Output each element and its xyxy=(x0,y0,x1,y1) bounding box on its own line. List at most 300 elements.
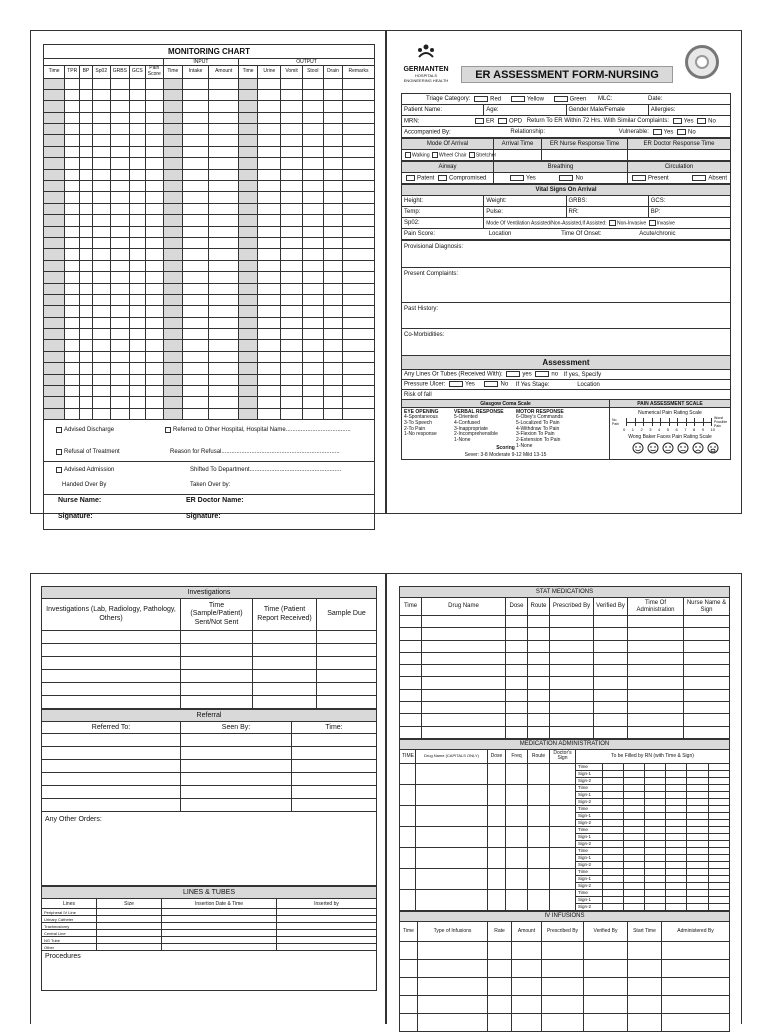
monitoring-row-cell[interactable] xyxy=(44,169,65,180)
stat-medication-row-cell[interactable] xyxy=(400,677,422,689)
monitoring-row-cell[interactable] xyxy=(342,101,374,112)
stretcher-checkbox[interactable] xyxy=(469,152,475,158)
iv-infusion-row-cell[interactable] xyxy=(400,1013,418,1031)
monitoring-row-cell[interactable] xyxy=(110,306,129,317)
rn-sign-cell[interactable] xyxy=(709,763,730,770)
monitoring-row-cell[interactable] xyxy=(129,124,145,135)
stat-medication-row-cell[interactable] xyxy=(400,689,422,701)
monitoring-row-cell[interactable] xyxy=(239,386,258,397)
monitoring-row-cell[interactable] xyxy=(209,203,239,214)
monitoring-row-cell[interactable] xyxy=(163,408,182,419)
monitoring-row-cell[interactable] xyxy=(163,89,182,100)
monitoring-row-cell[interactable] xyxy=(281,363,302,374)
monitoring-row-cell[interactable] xyxy=(182,351,209,362)
monitoring-row-cell[interactable] xyxy=(209,181,239,192)
rn-sign-cell[interactable] xyxy=(645,875,666,882)
monitoring-row-cell[interactable] xyxy=(209,283,239,294)
monitoring-row-cell[interactable] xyxy=(92,294,110,305)
monitoring-row-cell[interactable] xyxy=(163,351,182,362)
monitoring-row-cell[interactable] xyxy=(110,317,129,328)
monitoring-row-cell[interactable] xyxy=(258,89,281,100)
iv-infusion-row-cell[interactable] xyxy=(418,995,488,1013)
monitoring-row-cell[interactable] xyxy=(44,158,65,169)
monitoring-row-cell[interactable] xyxy=(163,181,182,192)
monitoring-row-cell[interactable] xyxy=(129,249,145,260)
rn-sign-cell[interactable] xyxy=(603,840,624,847)
monitoring-row-cell[interactable] xyxy=(281,135,302,146)
rn-sign-cell[interactable] xyxy=(624,903,645,910)
referral-row-cell[interactable] xyxy=(181,734,292,747)
monitoring-row-cell[interactable] xyxy=(182,192,209,203)
lines-tubes-cell[interactable] xyxy=(277,944,377,951)
stat-medication-row-cell[interactable] xyxy=(684,702,730,714)
monitoring-row-cell[interactable] xyxy=(110,283,129,294)
monitoring-row-cell[interactable] xyxy=(163,112,182,123)
monitoring-row-cell[interactable] xyxy=(302,169,323,180)
monitoring-row-cell[interactable] xyxy=(65,89,80,100)
monitoring-row-cell[interactable] xyxy=(92,124,110,135)
monitoring-row-cell[interactable] xyxy=(302,283,323,294)
monitoring-row-cell[interactable] xyxy=(182,146,209,157)
monitoring-row-cell[interactable] xyxy=(110,135,129,146)
monitoring-row-cell[interactable] xyxy=(163,294,182,305)
monitoring-row-cell[interactable] xyxy=(163,101,182,112)
rn-sign-cell[interactable] xyxy=(603,777,624,784)
monitoring-row-cell[interactable] xyxy=(65,294,80,305)
medication-admin-cell[interactable] xyxy=(506,805,528,826)
monitoring-row-cell[interactable] xyxy=(163,317,182,328)
monitoring-row-cell[interactable] xyxy=(182,169,209,180)
stat-medication-row-cell[interactable] xyxy=(628,702,684,714)
monitoring-row-cell[interactable] xyxy=(281,101,302,112)
monitoring-row-cell[interactable] xyxy=(258,203,281,214)
rn-sign-cell[interactable] xyxy=(645,840,666,847)
monitoring-row-cell[interactable] xyxy=(323,181,342,192)
monitoring-row-cell[interactable] xyxy=(145,340,163,351)
monitoring-row-cell[interactable] xyxy=(209,386,239,397)
monitoring-row-cell[interactable] xyxy=(182,249,209,260)
procedures-field[interactable] xyxy=(41,951,377,991)
monitoring-row-cell[interactable] xyxy=(258,340,281,351)
monitoring-row-cell[interactable] xyxy=(342,237,374,248)
monitoring-row-cell[interactable] xyxy=(302,181,323,192)
lines-tubes-cell[interactable] xyxy=(97,944,162,951)
rn-sign-cell[interactable] xyxy=(645,798,666,805)
monitoring-row-cell[interactable] xyxy=(323,203,342,214)
non-invasive-checkbox[interactable] xyxy=(609,220,616,226)
iv-infusion-row-cell[interactable] xyxy=(662,1013,730,1031)
investigation-row-cell[interactable] xyxy=(42,631,181,644)
monitoring-row-cell[interactable] xyxy=(80,351,93,362)
iv-infusion-row-cell[interactable] xyxy=(628,995,662,1013)
monitoring-row-cell[interactable] xyxy=(44,306,65,317)
stat-medication-row-cell[interactable] xyxy=(506,677,528,689)
monitoring-row-cell[interactable] xyxy=(129,317,145,328)
stat-medication-row-cell[interactable] xyxy=(400,726,422,738)
monitoring-row-cell[interactable] xyxy=(80,249,93,260)
monitoring-row-cell[interactable] xyxy=(302,306,323,317)
monitoring-row-cell[interactable] xyxy=(145,283,163,294)
monitoring-row-cell[interactable] xyxy=(92,158,110,169)
monitoring-row-cell[interactable] xyxy=(281,203,302,214)
monitoring-row-cell[interactable] xyxy=(163,169,182,180)
rn-sign-cell[interactable] xyxy=(645,896,666,903)
monitoring-row-cell[interactable] xyxy=(145,89,163,100)
stat-medication-row-cell[interactable] xyxy=(422,665,506,677)
monitoring-row-cell[interactable] xyxy=(209,317,239,328)
monitoring-row-cell[interactable] xyxy=(110,89,129,100)
monitoring-row-cell[interactable] xyxy=(323,408,342,419)
rn-sign-cell[interactable] xyxy=(645,819,666,826)
monitoring-row-cell[interactable] xyxy=(342,317,374,328)
monitoring-row-cell[interactable] xyxy=(239,283,258,294)
rn-sign-cell[interactable] xyxy=(645,889,666,896)
monitoring-row-cell[interactable] xyxy=(92,283,110,294)
referral-row-cell[interactable] xyxy=(292,786,377,799)
iv-infusion-row-cell[interactable] xyxy=(512,959,542,977)
stat-medication-row-cell[interactable] xyxy=(594,616,628,628)
referral-row-cell[interactable] xyxy=(181,799,292,812)
mrn-opd-checkbox[interactable] xyxy=(498,118,507,124)
monitoring-row-cell[interactable] xyxy=(258,124,281,135)
rn-sign-cell[interactable] xyxy=(624,833,645,840)
iv-infusion-row-cell[interactable] xyxy=(418,959,488,977)
medication-admin-cell[interactable] xyxy=(528,868,550,889)
monitoring-row-cell[interactable] xyxy=(80,124,93,135)
monitoring-row-cell[interactable] xyxy=(323,340,342,351)
rn-sign-cell[interactable] xyxy=(645,847,666,854)
rn-sign-cell[interactable] xyxy=(709,826,730,833)
monitoring-row-cell[interactable] xyxy=(145,112,163,123)
monitoring-row-cell[interactable] xyxy=(80,340,93,351)
monitoring-row-cell[interactable] xyxy=(182,317,209,328)
rn-sign-cell[interactable] xyxy=(603,819,624,826)
medication-admin-cell[interactable] xyxy=(550,847,576,868)
rn-sign-cell[interactable] xyxy=(603,791,624,798)
rn-sign-cell[interactable] xyxy=(624,777,645,784)
iv-infusion-row-cell[interactable] xyxy=(418,941,488,959)
rn-sign-cell[interactable] xyxy=(645,882,666,889)
rn-sign-cell[interactable] xyxy=(624,861,645,868)
monitoring-row-cell[interactable] xyxy=(239,215,258,226)
rn-sign-cell[interactable] xyxy=(645,770,666,777)
medication-admin-cell[interactable] xyxy=(488,847,506,868)
rn-sign-cell[interactable] xyxy=(687,896,709,903)
monitoring-row-cell[interactable] xyxy=(44,408,65,419)
monitoring-row-cell[interactable] xyxy=(258,226,281,237)
medication-admin-cell[interactable] xyxy=(400,889,416,910)
lines-tubes-cell[interactable] xyxy=(162,923,277,930)
iv-infusion-row-cell[interactable] xyxy=(488,959,512,977)
monitoring-row-cell[interactable] xyxy=(65,112,80,123)
monitoring-row-cell[interactable] xyxy=(323,135,342,146)
monitoring-row-cell[interactable] xyxy=(129,306,145,317)
rn-sign-cell[interactable] xyxy=(709,882,730,889)
stat-medication-row-cell[interactable] xyxy=(422,726,506,738)
stat-medication-row-cell[interactable] xyxy=(684,616,730,628)
monitoring-row-cell[interactable] xyxy=(80,283,93,294)
monitoring-row-cell[interactable] xyxy=(239,124,258,135)
rn-sign-cell[interactable] xyxy=(603,896,624,903)
monitoring-row-cell[interactable] xyxy=(281,192,302,203)
monitoring-row-cell[interactable] xyxy=(44,226,65,237)
monitoring-row-cell[interactable] xyxy=(209,249,239,260)
monitoring-row-cell[interactable] xyxy=(342,386,374,397)
monitoring-row-cell[interactable] xyxy=(209,408,239,419)
monitoring-row-cell[interactable] xyxy=(239,237,258,248)
iv-infusion-row-cell[interactable] xyxy=(488,995,512,1013)
stat-medication-row-cell[interactable] xyxy=(550,665,594,677)
rn-sign-cell[interactable] xyxy=(687,889,709,896)
rn-sign-cell[interactable] xyxy=(687,784,709,791)
lines-tubes-cell[interactable] xyxy=(97,916,162,923)
monitoring-row-cell[interactable] xyxy=(281,146,302,157)
monitoring-row-cell[interactable] xyxy=(110,237,129,248)
monitoring-row-cell[interactable] xyxy=(323,124,342,135)
monitoring-row-cell[interactable] xyxy=(302,374,323,385)
monitoring-row-cell[interactable] xyxy=(209,192,239,203)
iv-infusion-row-cell[interactable] xyxy=(542,977,584,995)
medication-admin-cell[interactable] xyxy=(400,847,416,868)
monitoring-row-cell[interactable] xyxy=(342,135,374,146)
monitoring-row-cell[interactable] xyxy=(209,101,239,112)
rn-sign-cell[interactable] xyxy=(709,868,730,875)
monitoring-row-cell[interactable] xyxy=(258,101,281,112)
monitoring-row-cell[interactable] xyxy=(302,408,323,419)
stat-medication-row-cell[interactable] xyxy=(528,628,550,640)
monitoring-row-cell[interactable] xyxy=(65,135,80,146)
investigation-row-cell[interactable] xyxy=(317,631,377,644)
monitoring-row-cell[interactable] xyxy=(65,260,80,271)
monitoring-row-cell[interactable] xyxy=(145,374,163,385)
monitoring-row-cell[interactable] xyxy=(323,317,342,328)
iv-infusion-row-cell[interactable] xyxy=(542,941,584,959)
monitoring-row-cell[interactable] xyxy=(209,237,239,248)
monitoring-row-cell[interactable] xyxy=(65,158,80,169)
medication-admin-cell[interactable] xyxy=(488,784,506,805)
monitoring-row-cell[interactable] xyxy=(163,329,182,340)
medication-admin-cell[interactable] xyxy=(528,847,550,868)
iv-infusion-row-cell[interactable] xyxy=(400,977,418,995)
referral-row-cell[interactable] xyxy=(292,799,377,812)
monitoring-row-cell[interactable] xyxy=(163,363,182,374)
monitoring-row-cell[interactable] xyxy=(163,272,182,283)
monitoring-row-cell[interactable] xyxy=(80,192,93,203)
monitoring-row-cell[interactable] xyxy=(302,237,323,248)
iv-infusion-row-cell[interactable] xyxy=(584,959,628,977)
rn-sign-cell[interactable] xyxy=(709,896,730,903)
rn-sign-cell[interactable] xyxy=(687,791,709,798)
rn-sign-cell[interactable] xyxy=(624,805,645,812)
monitoring-row-cell[interactable] xyxy=(342,351,374,362)
monitoring-row-cell[interactable] xyxy=(163,146,182,157)
monitoring-row-cell[interactable] xyxy=(239,408,258,419)
monitoring-row-cell[interactable] xyxy=(302,317,323,328)
monitoring-row-cell[interactable] xyxy=(258,386,281,397)
monitoring-row-cell[interactable] xyxy=(110,340,129,351)
stat-medication-row-cell[interactable] xyxy=(528,726,550,738)
referral-row-cell[interactable] xyxy=(42,773,181,786)
monitoring-row-cell[interactable] xyxy=(92,89,110,100)
monitoring-row-cell[interactable] xyxy=(258,283,281,294)
monitoring-row-cell[interactable] xyxy=(239,260,258,271)
medication-admin-cell[interactable] xyxy=(416,784,488,805)
stat-medication-row-cell[interactable] xyxy=(422,628,506,640)
monitoring-row-cell[interactable] xyxy=(163,397,182,408)
monitoring-row-cell[interactable] xyxy=(145,215,163,226)
stat-medication-row-cell[interactable] xyxy=(628,714,684,726)
monitoring-row-cell[interactable] xyxy=(110,397,129,408)
breathing-yes-checkbox[interactable] xyxy=(510,175,524,181)
rn-sign-cell[interactable] xyxy=(624,784,645,791)
stat-medication-row-cell[interactable] xyxy=(594,652,628,664)
referral-row-cell[interactable] xyxy=(292,747,377,760)
rn-sign-cell[interactable] xyxy=(687,770,709,777)
rn-sign-cell[interactable] xyxy=(603,826,624,833)
monitoring-row-cell[interactable] xyxy=(239,329,258,340)
investigation-row-cell[interactable] xyxy=(42,657,181,670)
monitoring-row-cell[interactable] xyxy=(258,249,281,260)
rn-sign-cell[interactable] xyxy=(603,812,624,819)
monitoring-row-cell[interactable] xyxy=(163,237,182,248)
lines-tubes-cell[interactable] xyxy=(162,916,277,923)
monitoring-row-cell[interactable] xyxy=(258,237,281,248)
monitoring-row-cell[interactable] xyxy=(92,215,110,226)
monitoring-row-cell[interactable] xyxy=(258,408,281,419)
medication-admin-cell[interactable] xyxy=(416,826,488,847)
stat-medication-row-cell[interactable] xyxy=(628,689,684,701)
monitoring-row-cell[interactable] xyxy=(80,272,93,283)
stat-medication-row-cell[interactable] xyxy=(528,616,550,628)
other-orders-field[interactable] xyxy=(41,812,377,886)
lines-tubes-cell[interactable] xyxy=(277,916,377,923)
stat-medication-row-cell[interactable] xyxy=(594,628,628,640)
referral-row-cell[interactable] xyxy=(42,747,181,760)
rn-sign-cell[interactable] xyxy=(603,833,624,840)
monitoring-row-cell[interactable] xyxy=(129,215,145,226)
monitoring-row-cell[interactable] xyxy=(145,101,163,112)
rn-sign-cell[interactable] xyxy=(603,763,624,770)
rn-sign-cell[interactable] xyxy=(687,798,709,805)
rn-sign-cell[interactable] xyxy=(687,854,709,861)
stat-medication-row-cell[interactable] xyxy=(506,726,528,738)
rn-sign-cell[interactable] xyxy=(687,763,709,770)
monitoring-row-cell[interactable] xyxy=(302,158,323,169)
investigation-row-cell[interactable] xyxy=(181,657,253,670)
monitoring-row-cell[interactable] xyxy=(163,124,182,135)
monitoring-row-cell[interactable] xyxy=(129,374,145,385)
rn-sign-cell[interactable] xyxy=(709,812,730,819)
monitoring-row-cell[interactable] xyxy=(258,146,281,157)
stat-medication-row-cell[interactable] xyxy=(550,640,594,652)
monitoring-row-cell[interactable] xyxy=(44,249,65,260)
advised-admission-checkbox[interactable] xyxy=(56,467,62,473)
rn-sign-cell[interactable] xyxy=(687,882,709,889)
monitoring-row-cell[interactable] xyxy=(209,112,239,123)
rn-sign-cell[interactable] xyxy=(687,875,709,882)
monitoring-row-cell[interactable] xyxy=(110,215,129,226)
monitoring-row-cell[interactable] xyxy=(342,112,374,123)
monitoring-row-cell[interactable] xyxy=(182,215,209,226)
monitoring-row-cell[interactable] xyxy=(44,386,65,397)
medication-admin-cell[interactable] xyxy=(416,847,488,868)
stat-medication-row-cell[interactable] xyxy=(400,640,422,652)
investigation-row-cell[interactable] xyxy=(181,696,253,709)
monitoring-row-cell[interactable] xyxy=(182,294,209,305)
medication-admin-cell[interactable] xyxy=(400,784,416,805)
monitoring-row-cell[interactable] xyxy=(302,226,323,237)
lines-tubes-cell[interactable] xyxy=(97,923,162,930)
rn-sign-cell[interactable] xyxy=(666,882,687,889)
iv-infusion-row-cell[interactable] xyxy=(628,959,662,977)
monitoring-row-cell[interactable] xyxy=(110,203,129,214)
referral-row-cell[interactable] xyxy=(181,747,292,760)
monitoring-row-cell[interactable] xyxy=(129,181,145,192)
monitoring-row-cell[interactable] xyxy=(182,329,209,340)
iv-infusion-row-cell[interactable] xyxy=(400,959,418,977)
monitoring-row-cell[interactable] xyxy=(44,124,65,135)
monitoring-row-cell[interactable] xyxy=(110,329,129,340)
stat-medication-row-cell[interactable] xyxy=(528,665,550,677)
monitoring-row-cell[interactable] xyxy=(281,272,302,283)
monitoring-row-cell[interactable] xyxy=(209,78,239,89)
monitoring-row-cell[interactable] xyxy=(239,249,258,260)
rn-sign-cell[interactable] xyxy=(603,903,624,910)
monitoring-row-cell[interactable] xyxy=(80,294,93,305)
rn-sign-cell[interactable] xyxy=(687,903,709,910)
monitoring-row-cell[interactable] xyxy=(163,306,182,317)
monitoring-row-cell[interactable] xyxy=(182,158,209,169)
monitoring-row-cell[interactable] xyxy=(110,112,129,123)
monitoring-row-cell[interactable] xyxy=(110,124,129,135)
rn-sign-cell[interactable] xyxy=(709,861,730,868)
past-history-field[interactable] xyxy=(402,303,731,329)
stat-medication-row-cell[interactable] xyxy=(506,616,528,628)
monitoring-row-cell[interactable] xyxy=(110,78,129,89)
stat-medication-row-cell[interactable] xyxy=(628,640,684,652)
comorbidities-field[interactable] xyxy=(402,329,731,356)
monitoring-row-cell[interactable] xyxy=(65,283,80,294)
medication-admin-cell[interactable] xyxy=(400,763,416,784)
stat-medication-row-cell[interactable] xyxy=(594,726,628,738)
monitoring-row-cell[interactable] xyxy=(182,181,209,192)
mrn-er-checkbox[interactable] xyxy=(475,118,484,124)
monitoring-row-cell[interactable] xyxy=(65,340,80,351)
rn-sign-cell[interactable] xyxy=(624,798,645,805)
rn-sign-cell[interactable] xyxy=(666,770,687,777)
monitoring-row-cell[interactable] xyxy=(65,363,80,374)
monitoring-row-cell[interactable] xyxy=(110,294,129,305)
monitoring-row-cell[interactable] xyxy=(323,294,342,305)
stat-medication-row-cell[interactable] xyxy=(550,616,594,628)
monitoring-row-cell[interactable] xyxy=(258,374,281,385)
stat-medication-row-cell[interactable] xyxy=(528,702,550,714)
monitoring-row-cell[interactable] xyxy=(323,306,342,317)
monitoring-row-cell[interactable] xyxy=(110,272,129,283)
rn-sign-cell[interactable] xyxy=(709,777,730,784)
stat-medication-row-cell[interactable] xyxy=(422,689,506,701)
monitoring-row-cell[interactable] xyxy=(239,169,258,180)
monitoring-row-cell[interactable] xyxy=(209,351,239,362)
monitoring-row-cell[interactable] xyxy=(145,169,163,180)
investigation-row-cell[interactable] xyxy=(42,683,181,696)
monitoring-row-cell[interactable] xyxy=(182,226,209,237)
stat-medication-row-cell[interactable] xyxy=(400,665,422,677)
stat-medication-row-cell[interactable] xyxy=(684,677,730,689)
rn-sign-cell[interactable] xyxy=(709,833,730,840)
lines-tubes-cell[interactable] xyxy=(97,930,162,937)
referral-row-cell[interactable] xyxy=(42,799,181,812)
